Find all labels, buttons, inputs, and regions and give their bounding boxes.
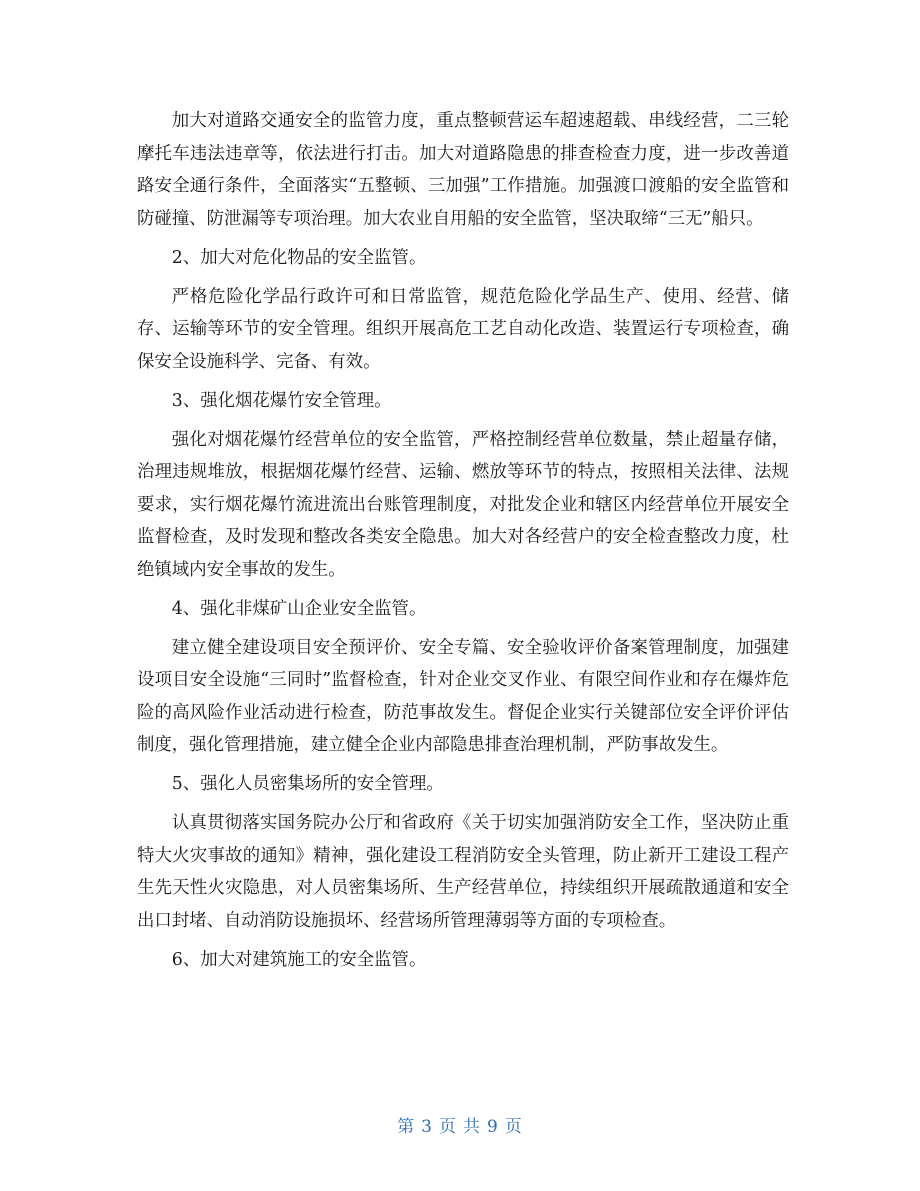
- paragraph-non-coal-mines: 建立健全建设项目安全预评价、安全专篇、安全验收评价备案管理制度，加强建设项目安全设施“三同时”监督检查，针对企业交叉作业、有限空间作业和存在爆炸危险的高风险作业活动进行检查，防范事故发生。督促企业实行关键部位安全评价评估制度，强化管理措施，建立健全企业内部隐患排查治理机制，严防事故发生。: [137, 637, 789, 755]
- section-heading-construction: 6、加大对建筑施工的安全监管。: [171, 949, 427, 970]
- paragraph-crowded-places: 认真贯彻落实国务院办公厅和省政府《关于切实加强消防安全工作，坚决防止重特大火灾事故的通知》精神，强化建设工程消防安全头管理，防止新开工建设工程产生先天性火灾隐患，对人员密集场所、生产经营单位，持续组织开展疏散通道和安全出口封堵、自动消防设施损坏、经营场所管理薄弱等方面的专项检查。: [137, 813, 789, 931]
- section-heading-hazardous-chemicals: 2、加大对危化物品的安全监管。: [171, 247, 427, 268]
- footer-total-suffix: 页: [504, 1117, 523, 1137]
- paragraph-road-safety: 加大对道路交通安全的监管力度，重点整顿营运车超速超载、串线经营，二三轮摩托车违法违章等，依法进行打击。加大对道路隐患的排查检查力度，进一步改善道路安全通行条件，全面落实“五整顿、三加强”工作措施。加强渡口渡船的安全监管和防碰撞、防泄漏等专项治理。加大农业自用船的安全监管，坚决取缔“三无”船只。: [137, 111, 789, 229]
- section-heading-fireworks: 3、强化烟花爆竹安全管理。: [171, 390, 392, 411]
- section-heading-crowded-places: 5、强化人员密集场所的安全管理。: [171, 774, 444, 794]
- footer-current-page: 3: [421, 1117, 433, 1137]
- paragraph-fireworks: 强化对烟花爆竹经营单位的安全监管，严格控制经营单位数量，禁止超量存储，治理违规堆放，根据烟花爆竹经营、运输、燃放等环节的特点，按照相关法律、法规要求，实行烟花爆竹流进流出台账管理制度，对批发企业和辖区内经营单位开展安全监督检查，及时发现和整改各类安全隐患。加大对各经营户的安全检查整改力度，杜绝镇域内安全事故的发生。: [137, 429, 789, 580]
- paragraph-hazardous-chemicals: 严格危险化学品行政许可和日常监管，规范危险化学品生产、使用、经营、储存、运输等环节的安全管理。组织开展高危工艺自动化改造、装置运行专项检查，确保安全设施科学、完备、有效。: [137, 286, 789, 372]
- document-body: [137, 105, 789, 983]
- page-number-footer: [0, 1112, 920, 1137]
- footer-total-pages: 9: [487, 1117, 499, 1137]
- footer-page-label: 页: [439, 1117, 457, 1137]
- section-heading-non-coal-mines: 4、强化非煤矿山企业安全监管。: [171, 598, 427, 619]
- footer-prefix: 第: [397, 1117, 416, 1137]
- footer-total-prefix: 共: [463, 1117, 481, 1137]
